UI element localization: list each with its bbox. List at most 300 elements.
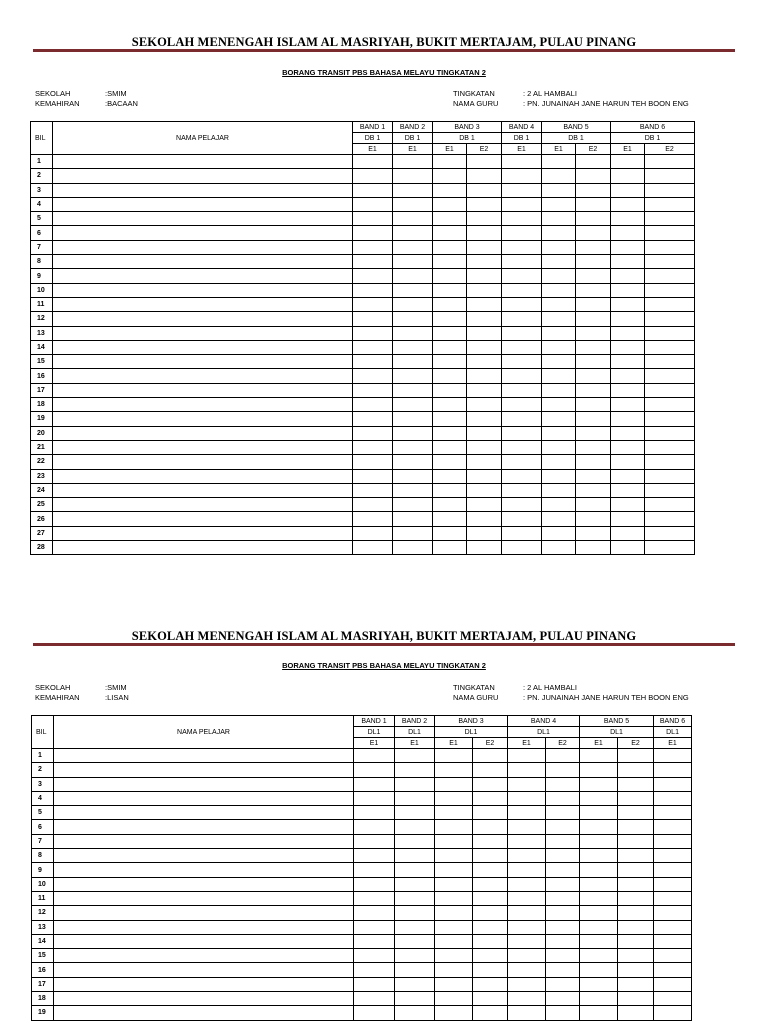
evidence-cell[interactable] [542,297,576,311]
evidence-cell[interactable] [433,369,467,383]
evidence-cell[interactable] [618,834,654,848]
evidence-cell[interactable] [502,412,542,426]
evidence-cell[interactable] [508,749,546,763]
evidence-cell[interactable] [395,749,435,763]
evidence-cell[interactable] [580,920,618,934]
student-name-cell[interactable] [53,255,353,269]
evidence-cell[interactable] [654,906,692,920]
evidence-cell[interactable] [435,920,473,934]
evidence-cell[interactable] [435,891,473,905]
evidence-cell[interactable] [542,326,576,340]
evidence-cell[interactable] [654,963,692,977]
evidence-cell[interactable] [654,934,692,948]
evidence-cell[interactable] [395,963,435,977]
evidence-cell[interactable] [611,412,645,426]
student-name-cell[interactable] [53,483,353,497]
evidence-cell[interactable] [393,169,433,183]
evidence-cell[interactable] [433,440,467,454]
evidence-cell[interactable] [395,834,435,848]
evidence-cell[interactable] [433,340,467,354]
evidence-cell[interactable] [354,920,395,934]
evidence-cell[interactable] [542,398,576,412]
evidence-cell[interactable] [645,541,695,555]
evidence-cell[interactable] [546,1006,580,1020]
evidence-cell[interactable] [467,369,502,383]
evidence-cell[interactable] [546,849,580,863]
evidence-cell[interactable] [433,312,467,326]
evidence-cell[interactable] [546,920,580,934]
evidence-cell[interactable] [576,197,611,211]
evidence-cell[interactable] [654,834,692,848]
evidence-cell[interactable] [576,283,611,297]
evidence-cell[interactable] [542,212,576,226]
evidence-cell[interactable] [542,383,576,397]
evidence-cell[interactable] [618,963,654,977]
evidence-cell[interactable] [645,297,695,311]
evidence-cell[interactable] [353,283,393,297]
evidence-cell[interactable] [611,455,645,469]
evidence-cell[interactable] [393,269,433,283]
evidence-cell[interactable] [508,877,546,891]
evidence-cell[interactable] [645,169,695,183]
evidence-cell[interactable] [580,763,618,777]
evidence-cell[interactable] [395,806,435,820]
evidence-cell[interactable] [542,541,576,555]
evidence-cell[interactable] [354,891,395,905]
evidence-cell[interactable] [473,949,508,963]
evidence-cell[interactable] [546,906,580,920]
evidence-cell[interactable] [508,934,546,948]
evidence-cell[interactable] [645,512,695,526]
evidence-cell[interactable] [611,226,645,240]
evidence-cell[interactable] [546,992,580,1006]
evidence-cell[interactable] [618,806,654,820]
evidence-cell[interactable] [542,483,576,497]
evidence-cell[interactable] [393,197,433,211]
evidence-cell[interactable] [435,906,473,920]
evidence-cell[interactable] [580,849,618,863]
evidence-cell[interactable] [435,963,473,977]
evidence-cell[interactable] [353,426,393,440]
evidence-cell[interactable] [353,455,393,469]
evidence-cell[interactable] [618,1006,654,1020]
evidence-cell[interactable] [353,440,393,454]
evidence-cell[interactable] [354,806,395,820]
evidence-cell[interactable] [542,469,576,483]
evidence-cell[interactable] [354,934,395,948]
evidence-cell[interactable] [353,483,393,497]
student-name-cell[interactable] [54,863,354,877]
evidence-cell[interactable] [433,297,467,311]
evidence-cell[interactable] [467,183,502,197]
evidence-cell[interactable] [353,326,393,340]
evidence-cell[interactable] [611,283,645,297]
evidence-cell[interactable] [611,297,645,311]
evidence-cell[interactable] [435,863,473,877]
evidence-cell[interactable] [611,483,645,497]
evidence-cell[interactable] [433,498,467,512]
evidence-cell[interactable] [611,269,645,283]
evidence-cell[interactable] [473,992,508,1006]
evidence-cell[interactable] [645,426,695,440]
evidence-cell[interactable] [353,412,393,426]
evidence-cell[interactable] [645,498,695,512]
evidence-cell[interactable] [502,183,542,197]
student-name-cell[interactable] [53,355,353,369]
evidence-cell[interactable] [618,891,654,905]
evidence-cell[interactable] [576,541,611,555]
evidence-cell[interactable] [508,849,546,863]
student-name-cell[interactable] [53,526,353,540]
evidence-cell[interactable] [467,483,502,497]
evidence-cell[interactable] [433,412,467,426]
evidence-cell[interactable] [611,312,645,326]
evidence-cell[interactable] [502,426,542,440]
student-name-cell[interactable] [53,440,353,454]
evidence-cell[interactable] [354,763,395,777]
evidence-cell[interactable] [395,820,435,834]
evidence-cell[interactable] [393,369,433,383]
evidence-cell[interactable] [354,791,395,805]
evidence-cell[interactable] [542,226,576,240]
evidence-cell[interactable] [645,340,695,354]
evidence-cell[interactable] [393,398,433,412]
evidence-cell[interactable] [508,920,546,934]
evidence-cell[interactable] [576,526,611,540]
evidence-cell[interactable] [502,255,542,269]
evidence-cell[interactable] [611,326,645,340]
evidence-cell[interactable] [654,806,692,820]
evidence-cell[interactable] [654,891,692,905]
student-name-cell[interactable] [53,426,353,440]
evidence-cell[interactable] [618,877,654,891]
evidence-cell[interactable] [576,312,611,326]
evidence-cell[interactable] [508,820,546,834]
evidence-cell[interactable] [354,977,395,991]
student-name-cell[interactable] [53,398,353,412]
evidence-cell[interactable] [576,412,611,426]
evidence-cell[interactable] [473,834,508,848]
evidence-cell[interactable] [473,849,508,863]
evidence-cell[interactable] [580,777,618,791]
evidence-cell[interactable] [508,791,546,805]
evidence-cell[interactable] [467,469,502,483]
evidence-cell[interactable] [395,1006,435,1020]
evidence-cell[interactable] [467,197,502,211]
evidence-cell[interactable] [542,369,576,383]
evidence-cell[interactable] [580,791,618,805]
evidence-cell[interactable] [654,777,692,791]
evidence-cell[interactable] [576,340,611,354]
evidence-cell[interactable] [580,992,618,1006]
evidence-cell[interactable] [354,906,395,920]
evidence-cell[interactable] [393,383,433,397]
evidence-cell[interactable] [473,1006,508,1020]
evidence-cell[interactable] [542,512,576,526]
student-name-cell[interactable] [53,412,353,426]
evidence-cell[interactable] [435,1006,473,1020]
evidence-cell[interactable] [546,834,580,848]
evidence-cell[interactable] [654,849,692,863]
evidence-cell[interactable] [353,340,393,354]
evidence-cell[interactable] [654,791,692,805]
evidence-cell[interactable] [508,777,546,791]
evidence-cell[interactable] [576,440,611,454]
evidence-cell[interactable] [542,440,576,454]
evidence-cell[interactable] [353,297,393,311]
evidence-cell[interactable] [546,791,580,805]
evidence-cell[interactable] [654,763,692,777]
evidence-cell[interactable] [576,369,611,383]
evidence-cell[interactable] [645,212,695,226]
evidence-cell[interactable] [467,283,502,297]
evidence-cell[interactable] [645,383,695,397]
evidence-cell[interactable] [433,455,467,469]
evidence-cell[interactable] [395,777,435,791]
evidence-cell[interactable] [542,412,576,426]
evidence-cell[interactable] [353,240,393,254]
evidence-cell[interactable] [393,469,433,483]
evidence-cell[interactable] [473,806,508,820]
evidence-cell[interactable] [611,498,645,512]
evidence-cell[interactable] [393,512,433,526]
evidence-cell[interactable] [433,398,467,412]
evidence-cell[interactable] [502,340,542,354]
evidence-cell[interactable] [502,369,542,383]
evidence-cell[interactable] [508,863,546,877]
evidence-cell[interactable] [618,749,654,763]
evidence-cell[interactable] [618,763,654,777]
evidence-cell[interactable] [542,355,576,369]
evidence-cell[interactable] [618,791,654,805]
evidence-cell[interactable] [502,469,542,483]
evidence-cell[interactable] [576,297,611,311]
evidence-cell[interactable] [611,541,645,555]
evidence-cell[interactable] [576,469,611,483]
evidence-cell[interactable] [353,383,393,397]
evidence-cell[interactable] [576,240,611,254]
student-name-cell[interactable] [53,326,353,340]
evidence-cell[interactable] [502,269,542,283]
evidence-cell[interactable] [502,169,542,183]
evidence-cell[interactable] [618,849,654,863]
evidence-cell[interactable] [645,355,695,369]
evidence-cell[interactable] [654,977,692,991]
evidence-cell[interactable] [576,455,611,469]
evidence-cell[interactable] [473,920,508,934]
evidence-cell[interactable] [580,820,618,834]
evidence-cell[interactable] [546,877,580,891]
student-name-cell[interactable] [53,541,353,555]
evidence-cell[interactable] [353,526,393,540]
evidence-cell[interactable] [467,269,502,283]
evidence-cell[interactable] [395,763,435,777]
evidence-cell[interactable] [433,512,467,526]
student-name-cell[interactable] [54,949,354,963]
evidence-cell[interactable] [654,863,692,877]
evidence-cell[interactable] [395,849,435,863]
evidence-cell[interactable] [576,183,611,197]
evidence-cell[interactable] [645,255,695,269]
evidence-cell[interactable] [435,949,473,963]
evidence-cell[interactable] [576,498,611,512]
evidence-cell[interactable] [645,283,695,297]
student-name-cell[interactable] [54,806,354,820]
evidence-cell[interactable] [508,906,546,920]
evidence-cell[interactable] [542,312,576,326]
evidence-cell[interactable] [433,483,467,497]
evidence-cell[interactable] [473,820,508,834]
evidence-cell[interactable] [433,226,467,240]
evidence-cell[interactable] [473,934,508,948]
evidence-cell[interactable] [435,777,473,791]
student-name-cell[interactable] [54,820,354,834]
evidence-cell[interactable] [393,283,433,297]
evidence-cell[interactable] [502,498,542,512]
evidence-cell[interactable] [467,412,502,426]
student-name-cell[interactable] [54,749,354,763]
evidence-cell[interactable] [353,183,393,197]
evidence-cell[interactable] [645,326,695,340]
evidence-cell[interactable] [645,483,695,497]
evidence-cell[interactable] [467,212,502,226]
evidence-cell[interactable] [542,426,576,440]
student-name-cell[interactable] [53,498,353,512]
evidence-cell[interactable] [508,806,546,820]
evidence-cell[interactable] [433,426,467,440]
evidence-cell[interactable] [508,891,546,905]
evidence-cell[interactable] [576,226,611,240]
evidence-cell[interactable] [393,155,433,169]
evidence-cell[interactable] [645,526,695,540]
evidence-cell[interactable] [546,806,580,820]
evidence-cell[interactable] [611,255,645,269]
evidence-cell[interactable] [467,541,502,555]
evidence-cell[interactable] [542,197,576,211]
student-name-cell[interactable] [53,383,353,397]
evidence-cell[interactable] [354,963,395,977]
evidence-cell[interactable] [576,426,611,440]
evidence-cell[interactable] [645,269,695,283]
evidence-cell[interactable] [473,863,508,877]
evidence-cell[interactable] [611,526,645,540]
evidence-cell[interactable] [546,777,580,791]
evidence-cell[interactable] [542,169,576,183]
evidence-cell[interactable] [576,255,611,269]
evidence-cell[interactable] [353,398,393,412]
evidence-cell[interactable] [546,949,580,963]
evidence-cell[interactable] [546,977,580,991]
evidence-cell[interactable] [395,934,435,948]
evidence-cell[interactable] [353,197,393,211]
evidence-cell[interactable] [353,255,393,269]
student-name-cell[interactable] [54,777,354,791]
evidence-cell[interactable] [546,891,580,905]
evidence-cell[interactable] [354,777,395,791]
evidence-cell[interactable] [542,240,576,254]
evidence-cell[interactable] [435,763,473,777]
student-name-cell[interactable] [53,455,353,469]
evidence-cell[interactable] [467,512,502,526]
evidence-cell[interactable] [433,526,467,540]
evidence-cell[interactable] [576,155,611,169]
evidence-cell[interactable] [393,426,433,440]
evidence-cell[interactable] [576,483,611,497]
evidence-cell[interactable] [580,906,618,920]
evidence-cell[interactable] [435,877,473,891]
evidence-cell[interactable] [435,934,473,948]
evidence-cell[interactable] [467,312,502,326]
evidence-cell[interactable] [618,920,654,934]
evidence-cell[interactable] [654,920,692,934]
evidence-cell[interactable] [576,383,611,397]
evidence-cell[interactable] [508,963,546,977]
evidence-cell[interactable] [611,183,645,197]
evidence-cell[interactable] [467,383,502,397]
evidence-cell[interactable] [395,891,435,905]
evidence-cell[interactable] [467,498,502,512]
evidence-cell[interactable] [502,398,542,412]
evidence-cell[interactable] [435,820,473,834]
evidence-cell[interactable] [433,197,467,211]
evidence-cell[interactable] [393,483,433,497]
evidence-cell[interactable] [502,297,542,311]
evidence-cell[interactable] [645,469,695,483]
evidence-cell[interactable] [502,226,542,240]
evidence-cell[interactable] [433,383,467,397]
evidence-cell[interactable] [473,777,508,791]
student-name-cell[interactable] [53,212,353,226]
evidence-cell[interactable] [353,541,393,555]
student-name-cell[interactable] [54,992,354,1006]
evidence-cell[interactable] [654,877,692,891]
evidence-cell[interactable] [473,906,508,920]
evidence-cell[interactable] [576,169,611,183]
evidence-cell[interactable] [611,155,645,169]
evidence-cell[interactable] [467,526,502,540]
evidence-cell[interactable] [611,369,645,383]
evidence-cell[interactable] [546,863,580,877]
evidence-cell[interactable] [353,355,393,369]
evidence-cell[interactable] [580,949,618,963]
evidence-cell[interactable] [654,820,692,834]
evidence-cell[interactable] [654,749,692,763]
evidence-cell[interactable] [611,512,645,526]
evidence-cell[interactable] [354,749,395,763]
evidence-cell[interactable] [467,440,502,454]
evidence-cell[interactable] [502,326,542,340]
evidence-cell[interactable] [354,949,395,963]
evidence-cell[interactable] [467,326,502,340]
evidence-cell[interactable] [393,498,433,512]
student-name-cell[interactable] [53,269,353,283]
evidence-cell[interactable] [645,155,695,169]
evidence-cell[interactable] [611,383,645,397]
evidence-cell[interactable] [611,355,645,369]
evidence-cell[interactable] [473,791,508,805]
evidence-cell[interactable] [611,426,645,440]
student-name-cell[interactable] [53,283,353,297]
evidence-cell[interactable] [395,949,435,963]
evidence-cell[interactable] [542,455,576,469]
student-name-cell[interactable] [53,340,353,354]
evidence-cell[interactable] [618,777,654,791]
evidence-cell[interactable] [353,498,393,512]
evidence-cell[interactable] [580,891,618,905]
evidence-cell[interactable] [433,355,467,369]
evidence-cell[interactable] [467,398,502,412]
evidence-cell[interactable] [645,440,695,454]
